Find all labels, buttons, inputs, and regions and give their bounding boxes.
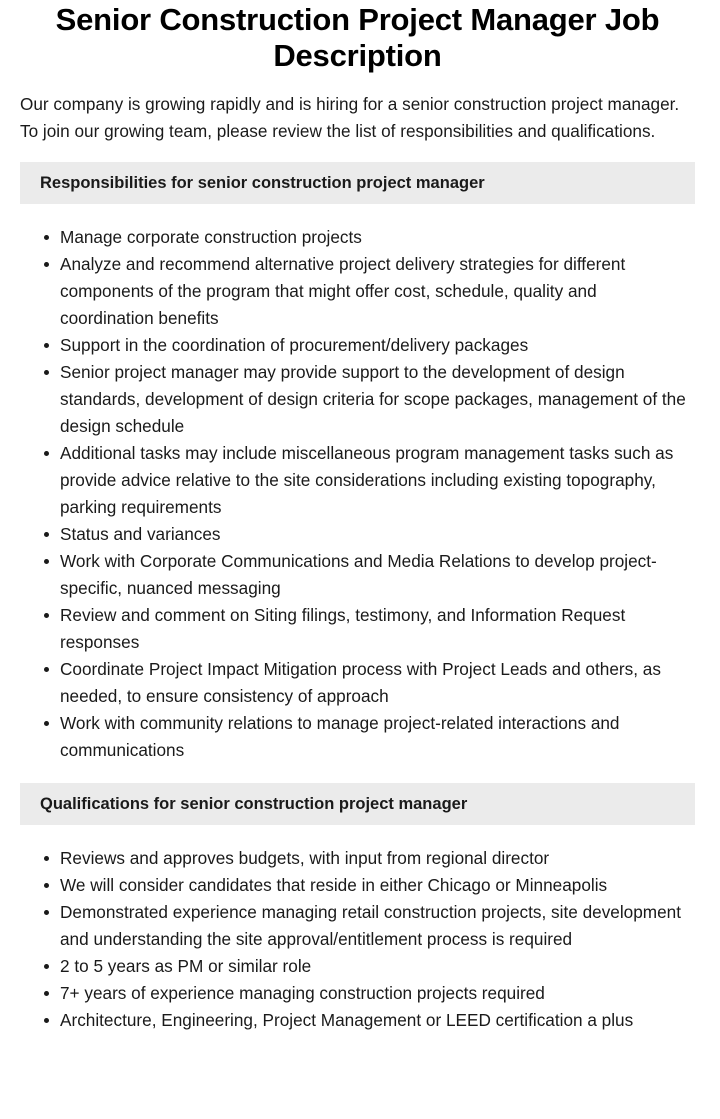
responsibilities-heading-text: Responsibilities for senior construction project manager (40, 173, 485, 192)
list-item (60, 980, 695, 1007)
bullet-icon (44, 235, 49, 240)
list-item-text: Demonstrated experience managing retail construction projects, site development and understanding the site approval/entitlement process is required (60, 902, 681, 949)
list-item (60, 521, 695, 548)
qualifications-heading (20, 783, 695, 825)
list-item-text: Review and comment on Siting filings, testimony, and Information Request responses (60, 605, 626, 652)
qualifications-heading-text: Qualifications for senior construction project manager (40, 794, 468, 813)
bullet-icon (44, 262, 49, 267)
list-item (60, 899, 695, 953)
bullet-icon (44, 343, 49, 348)
bullet-icon (44, 532, 49, 537)
list-item (60, 548, 695, 602)
intro-paragraph: Our company is growing rapidly and is hiring for a senior construction project manager. To join our growing team, please review the list of responsibilities and qualifications. (20, 94, 680, 141)
bullet-icon (44, 559, 49, 564)
list-item (60, 224, 695, 251)
list-item-text: Architecture, Engineering, Project Management or LEED certification a plus (60, 1010, 634, 1030)
list-item-text: Additional tasks may include miscellaneous program management tasks such as provide advice relative to the site considerations including existing topography, parking requirements (60, 443, 674, 517)
list-item (60, 845, 695, 872)
list-item (60, 1007, 695, 1034)
list-item (60, 359, 695, 440)
bullet-icon (44, 721, 49, 726)
qualifications-list (20, 845, 695, 1034)
list-item (60, 656, 695, 710)
list-item-text: 7+ years of experience managing construction projects required (60, 983, 545, 1003)
list-item-text: Analyze and recommend alternative project delivery strategies for different components of the program that might offer cost, schedule, quality and coordination benefits (60, 254, 626, 328)
responsibilities-heading (20, 162, 695, 204)
list-item (60, 710, 695, 764)
bullet-icon (44, 856, 49, 861)
list-item-text: We will consider candidates that reside in either Chicago or Minneapolis (60, 875, 608, 895)
bullet-icon (44, 667, 49, 672)
bullet-icon (44, 910, 49, 915)
bullet-icon (44, 1018, 49, 1023)
responsibilities-list (20, 224, 695, 764)
list-item-text: 2 to 5 years as PM or similar role (60, 956, 312, 976)
bullet-icon (44, 991, 49, 996)
list-item (60, 872, 695, 899)
list-item (60, 251, 695, 332)
bullet-icon (44, 370, 49, 375)
list-item-text: Coordinate Project Impact Mitigation process with Project Leads and others, as needed, to ensure consistency of approach (60, 659, 661, 706)
bullet-icon (44, 451, 49, 456)
list-item-text: Work with community relations to manage project-related interactions and communications (60, 713, 620, 760)
list-item-text: Reviews and approves budgets, with input from regional director (60, 848, 550, 868)
list-item-text: Work with Corporate Communications and Media Relations to develop project-specific, nuanced messaging (60, 551, 657, 598)
list-item-text: Status and variances (60, 524, 221, 544)
bullet-icon (44, 883, 49, 888)
list-item-text: Manage corporate construction projects (60, 227, 362, 247)
list-item (60, 953, 695, 980)
list-item (60, 332, 695, 359)
page-title: Senior Construction Project Manager Job Description (55, 2, 660, 73)
bullet-icon (44, 613, 49, 618)
list-item (60, 440, 695, 521)
list-item-text: Senior project manager may provide support to the development of design standards, development of design criteria for scope packages, management of the design schedule (60, 362, 686, 436)
bullet-icon (44, 964, 49, 969)
list-item-text: Support in the coordination of procurement/delivery packages (60, 335, 529, 355)
list-item (60, 602, 695, 656)
